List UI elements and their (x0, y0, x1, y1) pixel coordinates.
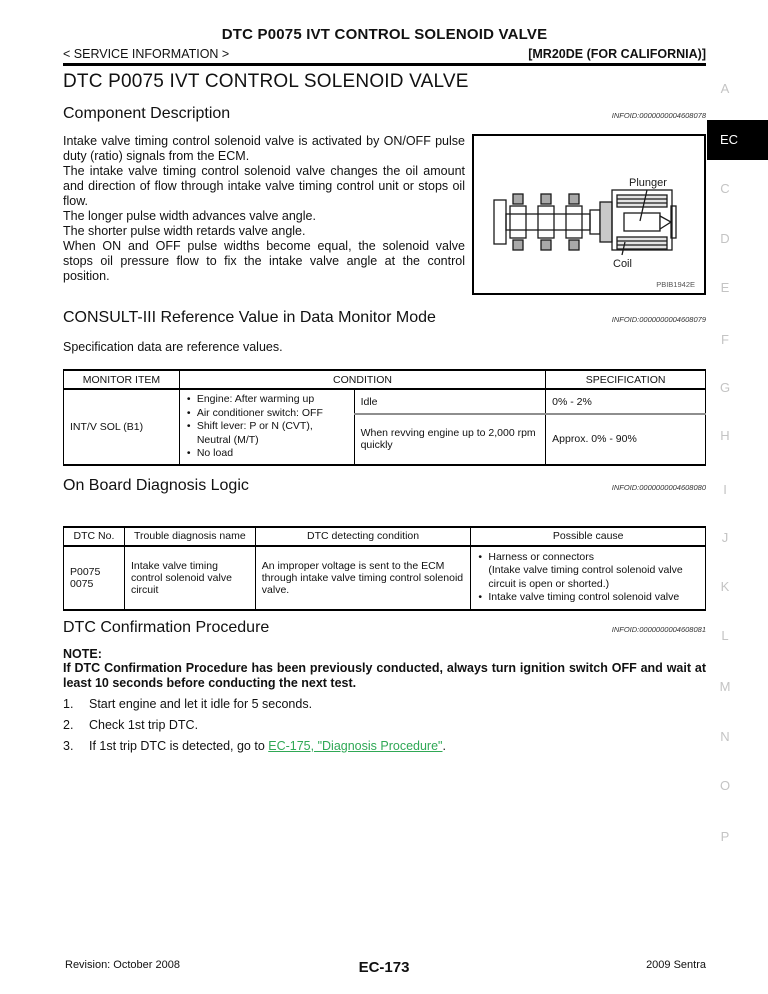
sidebar-tab-l: L (721, 628, 729, 643)
step-text: Check 1st trip DTC. (89, 717, 199, 732)
section-confirmation-procedure (63, 619, 706, 637)
paragraph: The intake valve timing control solenoid valve changes the oil amount and direction of flow through intake valve timing control unit or stops oil flow. (63, 164, 465, 208)
sidebar-tab-c: C (720, 181, 730, 196)
cause-text: • Intake valve timing control solenoid valve (488, 591, 680, 603)
step-number: 1. (63, 696, 74, 711)
infoid-code: INFOID:0000000004608080 (611, 482, 706, 492)
step-number: 3. (63, 738, 74, 753)
condition-bullet: • No load (186, 447, 348, 461)
plunger-label: Plunger (629, 177, 667, 189)
column-header: DTC detecting condition (255, 527, 471, 546)
condition-cell: Idle (354, 389, 546, 414)
specification-cell: 0% - 2% (546, 389, 706, 414)
sidebar-tab-ec-active: EC (707, 120, 768, 160)
breadcrumb: < SERVICE INFORMATION > (63, 47, 230, 61)
column-header: SPECIFICATION (546, 370, 706, 389)
procedure-step-2 (63, 718, 706, 733)
sidebar-tab-p: P (720, 829, 730, 844)
detecting-condition-cell: An improper voltage is sent to the ECM through intake valve timing control solenoid valve. (255, 546, 471, 610)
table-row (64, 546, 706, 610)
sidebar-tab-n: N (720, 729, 730, 744)
procedure-step-3 (63, 739, 706, 754)
solenoid-valve-figure (472, 134, 706, 295)
dtc-number: P0075 (70, 565, 101, 578)
step-number: 2. (63, 717, 74, 732)
dtc-number-alt: 0075 (70, 577, 94, 590)
header-divider (63, 63, 706, 66)
diagnosis-logic-heading: On Board Diagnosis Logic (63, 476, 249, 494)
sidebar-tab-f: F (721, 332, 729, 347)
sidebar-tab-i: I (723, 482, 727, 497)
column-header: MONITOR ITEM (64, 370, 180, 389)
possible-cause-item (477, 591, 699, 605)
possible-cause-cell (471, 546, 706, 610)
section-consult-reference (63, 309, 706, 327)
column-header: CONDITION (179, 370, 545, 389)
condition-bullet: • Shift lever: P or N (CVT), Neutral (M/T) (186, 420, 348, 447)
section-component-description (63, 105, 706, 123)
note-label: NOTE: (63, 646, 102, 661)
table-header-row (64, 527, 706, 546)
sidebar-tab-o: O (719, 778, 731, 793)
document-title: DTC P0075 IVT CONTROL SOLENOID VALVE (221, 26, 548, 43)
diagnosis-procedure-link[interactable]: EC-175, "Diagnosis Procedure" (268, 738, 443, 753)
sidebar-tab-d: D (720, 231, 730, 246)
infoid-code: INFOID:0000000004608081 (611, 624, 706, 634)
infoid-code: INFOID:0000000004608078 (611, 111, 706, 120)
consult-heading: CONSULT-III Reference Value in Data Monitor Mode (63, 309, 436, 326)
step-text-suffix: . (442, 738, 446, 753)
model-year: 2009 Sentra (646, 959, 706, 971)
table-row (64, 389, 706, 414)
component-description-heading: Component Description (63, 105, 231, 122)
paragraph: Intake valve timing control solenoid valve is activated by ON/OFF pulse duty (ratio) signals from the ECM. (63, 134, 465, 163)
figure-code: PBIB1942E (656, 280, 695, 289)
condition-bullet: • Air conditioner switch: OFF (186, 407, 348, 421)
column-header: Trouble diagnosis name (124, 527, 255, 546)
specification-cell: Approx. 0% - 90% (546, 414, 706, 464)
page-number: EC-173 (358, 959, 410, 976)
condition-bullets-cell (179, 389, 354, 465)
revision-date: Revision: October 2008 (65, 959, 180, 971)
solenoid-valve-drawing (474, 136, 704, 293)
sidebar-tab-h: H (720, 428, 730, 443)
cause-detail: (Intake valve timing control solenoid valve circuit is open or shorted.) (488, 564, 683, 590)
procedure-step-1 (63, 697, 706, 712)
dtc-number-cell (64, 546, 125, 610)
infoid-code: INFOID:0000000004608079 (611, 315, 706, 324)
monitor-item-cell: INT/V SOL (B1) (64, 389, 180, 465)
sidebar-tab-k: K (720, 579, 730, 594)
step-text (89, 739, 446, 754)
note-text: If DTC Confirmation Procedure has been previously conducted, always turn ignition switch OFF and wait at least 10 seconds before conducting the next test. (63, 660, 706, 690)
section-diagnosis-logic (63, 477, 706, 495)
sidebar-tab-j: J (721, 530, 729, 545)
step-text: Start engine and let it idle for 5 seconds. (89, 696, 313, 711)
sidebar-tab-m: M (719, 679, 731, 694)
trouble-name-cell: Intake valve timing control solenoid valve circuit (124, 546, 255, 610)
step-text-prefix: If 1st trip DTC is detected, go to (89, 738, 269, 753)
procedure-steps (63, 697, 706, 754)
component-description-text (63, 134, 465, 295)
consult-reference-table (63, 369, 706, 466)
sidebar-tab-g: G (719, 380, 731, 395)
possible-cause-item (477, 551, 699, 592)
page-title: DTC P0075 IVT CONTROL SOLENOID VALVE (63, 71, 469, 92)
confirmation-heading: DTC Confirmation Procedure (63, 618, 270, 636)
sidebar-tab-a: A (720, 81, 730, 96)
engine-variant-badge: [MR20DE (FOR CALIFORNIA)] (528, 47, 706, 61)
cause-text: • Harness or connectors (488, 550, 595, 563)
header-subrow (63, 47, 706, 61)
column-header: Possible cause (471, 527, 706, 546)
page-footer (0, 959, 768, 979)
diagnosis-logic-table (63, 526, 706, 611)
table-header-row (64, 370, 706, 389)
paragraph: The longer pulse width advances valve angle. (63, 209, 316, 223)
column-header: DTC No. (64, 527, 125, 546)
spec-intro-text: Specification data are reference values. (63, 340, 283, 354)
paragraph: The shorter pulse width retards valve angle. (63, 224, 306, 238)
condition-bullet: • Engine: After warming up (186, 393, 348, 407)
sidebar-tab-e: E (720, 280, 730, 295)
paragraph: When ON and OFF pulse widths become equal, the solenoid valve stops oil pressure flow to fix the intake valve angle at the control position. (63, 239, 465, 283)
coil-label: Coil (613, 258, 632, 270)
condition-cell: When revving engine up to 2,000 rpm quickly (354, 414, 546, 464)
